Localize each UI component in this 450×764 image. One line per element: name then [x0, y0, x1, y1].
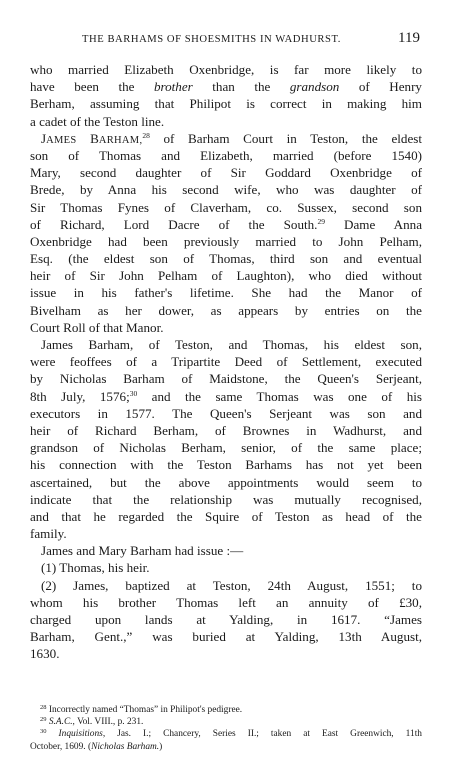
text-line: were feoffees of a Tripartite Deed of Settlement, executed — [30, 354, 422, 370]
text-line: a cadet of the Teston line. — [30, 113, 165, 129]
small-caps-name: JAMES BARHAM, — [41, 130, 143, 146]
footnote-marker: 29 — [40, 716, 47, 724]
text-line: heir of Richard Berham, of Brownes in Wadhurst, and — [30, 422, 422, 438]
text-line: 1630. — [30, 646, 60, 662]
text-line: Barham, Gent.,” was buried at Yalding, 13th August, — [30, 629, 422, 645]
text-line: 8th July, 1576;$^{30}$ and the same Thomas was one of his — [30, 388, 422, 404]
text-line: Oxenbridge had been previously married to John Pelham, — [30, 233, 422, 249]
text-line: (1) Thomas, his heir. — [41, 560, 150, 576]
text-line: James and Mary Barham had issue :— — [41, 543, 244, 559]
page-header — [32, 30, 420, 50]
page-number: 119 — [398, 30, 420, 46]
footnote-marker: 28 — [40, 704, 47, 711]
text-line: have been the brother than the grandson of Henry — [30, 79, 422, 95]
text-line: issue in his father's lifetime. She had the Manor of — [30, 285, 422, 301]
text-line: indicate that the relationship was mutually recognised, — [30, 491, 422, 507]
text-line: of Richard, Lord Dacre of the South.$^{29}$ Dame Anna — [30, 216, 422, 232]
text-line: family. — [30, 526, 67, 542]
text-line: whom his brother Thomas left an annuity of £30, — [30, 594, 422, 610]
footnote: $^{30}$ Inquisitions, Jas. I.; Chancery, Series II.; taken at East Greenwich, 11th — [40, 728, 422, 740]
text-line: Bivelham as her dower, as appears by entries on the — [30, 302, 422, 318]
footnote: $^{29}$ S.A.C., Vol. VIII., p. 231. — [40, 716, 144, 728]
footnote-ref: 30 — [129, 388, 138, 398]
footnote: $^{28}$ Incorrectly named “Thomas” in Philipot's pedigree. — [40, 704, 243, 715]
footnote-continuation: October, 1609. (Nicholas Barham.) — [30, 741, 163, 752]
text-line: Mary, second daughter of Sir Goddard Oxenbridge of — [30, 165, 422, 181]
text-line: by Nicholas Barham of Maidstone, the Queen's Serjeant, — [30, 371, 422, 387]
text-line: (2) James, baptized at Teston, 24th August, 1551; to — [41, 577, 422, 593]
body-text — [30, 61, 422, 663]
text-line: JAMES BARHAM,$^{28}$ of Barham Court in Teston, the eldest — [41, 130, 422, 146]
text-line: heir of Sir John Pelham of Laughton), who died without — [30, 268, 422, 284]
text-line: Brede, by Anna his second wife, who was daughter of — [30, 182, 422, 198]
text-line: his connection with the Teston Barhams has not yet been — [30, 457, 422, 473]
text-line: charged upon lands at Yalding, in 1617. “James — [30, 612, 422, 627]
text-line: Sir Thomas Fynes of Claverham, co. Sussex, second son — [30, 199, 422, 215]
text-line: grandson of Nicholas Berham, senior, of the same place; — [30, 440, 422, 456]
text-line: son of Thomas and Elizabeth, married (before 1540) — [30, 147, 422, 163]
text-line: who married Elizabeth Oxenbridge, is far more likely to — [30, 62, 422, 77]
footnotes — [30, 704, 422, 753]
footnote-ref: 28 — [142, 130, 150, 140]
text-line: James Barham, of Teston, and Thomas, his eldest son, — [41, 337, 422, 352]
footnote-marker: 30 — [40, 728, 47, 736]
footnote-ref: 29 — [317, 216, 325, 226]
running-title: THE BARHAMS OF SHOESMITHS IN WADHURST. — [82, 34, 341, 45]
text-line: and that he regarded the Squire of Teston as head of the — [30, 508, 422, 524]
text-line: Esq. (the eldest son of Thomas, third son and eventual — [30, 251, 422, 267]
text-line: ascertained, but the above appointments would seem to — [30, 474, 422, 490]
text-line: Berham, assuming that Philipot is correct in making him — [30, 96, 422, 112]
text-line: executors in 1577. The Queen's Serjeant was son and — [30, 405, 422, 421]
text-line: Court Roll of that Manor. — [30, 319, 164, 335]
